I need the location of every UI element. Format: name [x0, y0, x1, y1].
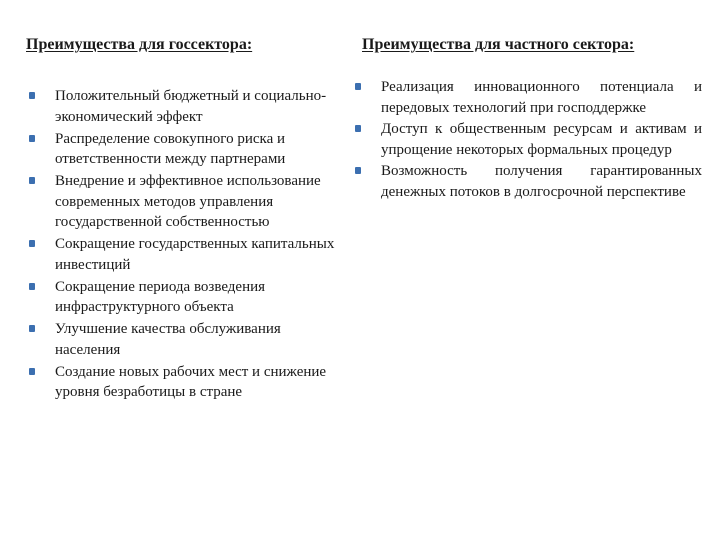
list-item-text: Создание новых рабочих мест и снижение уровня безработицы в стране: [55, 363, 327, 400]
list-item: [29, 362, 341, 403]
list-item-text: Сокращение государственных капитальных инвестиций: [55, 236, 335, 273]
square-bullet-icon: [29, 283, 35, 290]
list-item: [29, 171, 341, 233]
list-item-text: Возможность получения гарантированных денежных потоков в долгосрочной перспективе: [381, 163, 702, 200]
private-sector-advantages-list: [355, 77, 702, 203]
square-bullet-icon: [355, 167, 361, 174]
list-item: [29, 319, 341, 360]
list-item-text: Внедрение и эффективное использование современных методов управления государственной собственностью: [55, 173, 321, 230]
list-item: [29, 86, 341, 127]
list-item-text: Улучшение качества обслуживания населения: [55, 321, 281, 358]
private-sector-heading: Преимущества для частного сектора:: [362, 36, 635, 53]
square-bullet-icon: [29, 368, 35, 375]
square-bullet-icon: [29, 135, 35, 142]
list-item: [355, 161, 702, 202]
list-item: [29, 234, 341, 275]
public-sector-advantages-list: [29, 86, 341, 404]
list-item: [355, 77, 702, 118]
list-item-text: Доступ к общественным ресурсам и активам и упрощение некоторых формальных процедур: [381, 121, 702, 158]
square-bullet-icon: [29, 92, 35, 99]
square-bullet-icon: [355, 125, 361, 132]
list-item: [29, 277, 341, 318]
public-sector-heading: Преимущества для госсектора:: [26, 36, 253, 53]
square-bullet-icon: [29, 240, 35, 247]
list-item: [355, 119, 702, 160]
square-bullet-icon: [355, 83, 361, 90]
list-item: [29, 129, 341, 170]
square-bullet-icon: [29, 177, 35, 184]
list-item-text: Реализация инновационного потенциала и передовых технологий при господдержке: [381, 79, 702, 116]
list-item-text: Положительный бюджетный и социально-экономический эффект: [55, 88, 327, 125]
square-bullet-icon: [29, 325, 35, 332]
list-item-text: Сокращение периода возведения инфраструктурного объекта: [55, 278, 266, 315]
list-item-text: Распределение совокупного риска и ответственности между партнерами: [55, 130, 286, 167]
